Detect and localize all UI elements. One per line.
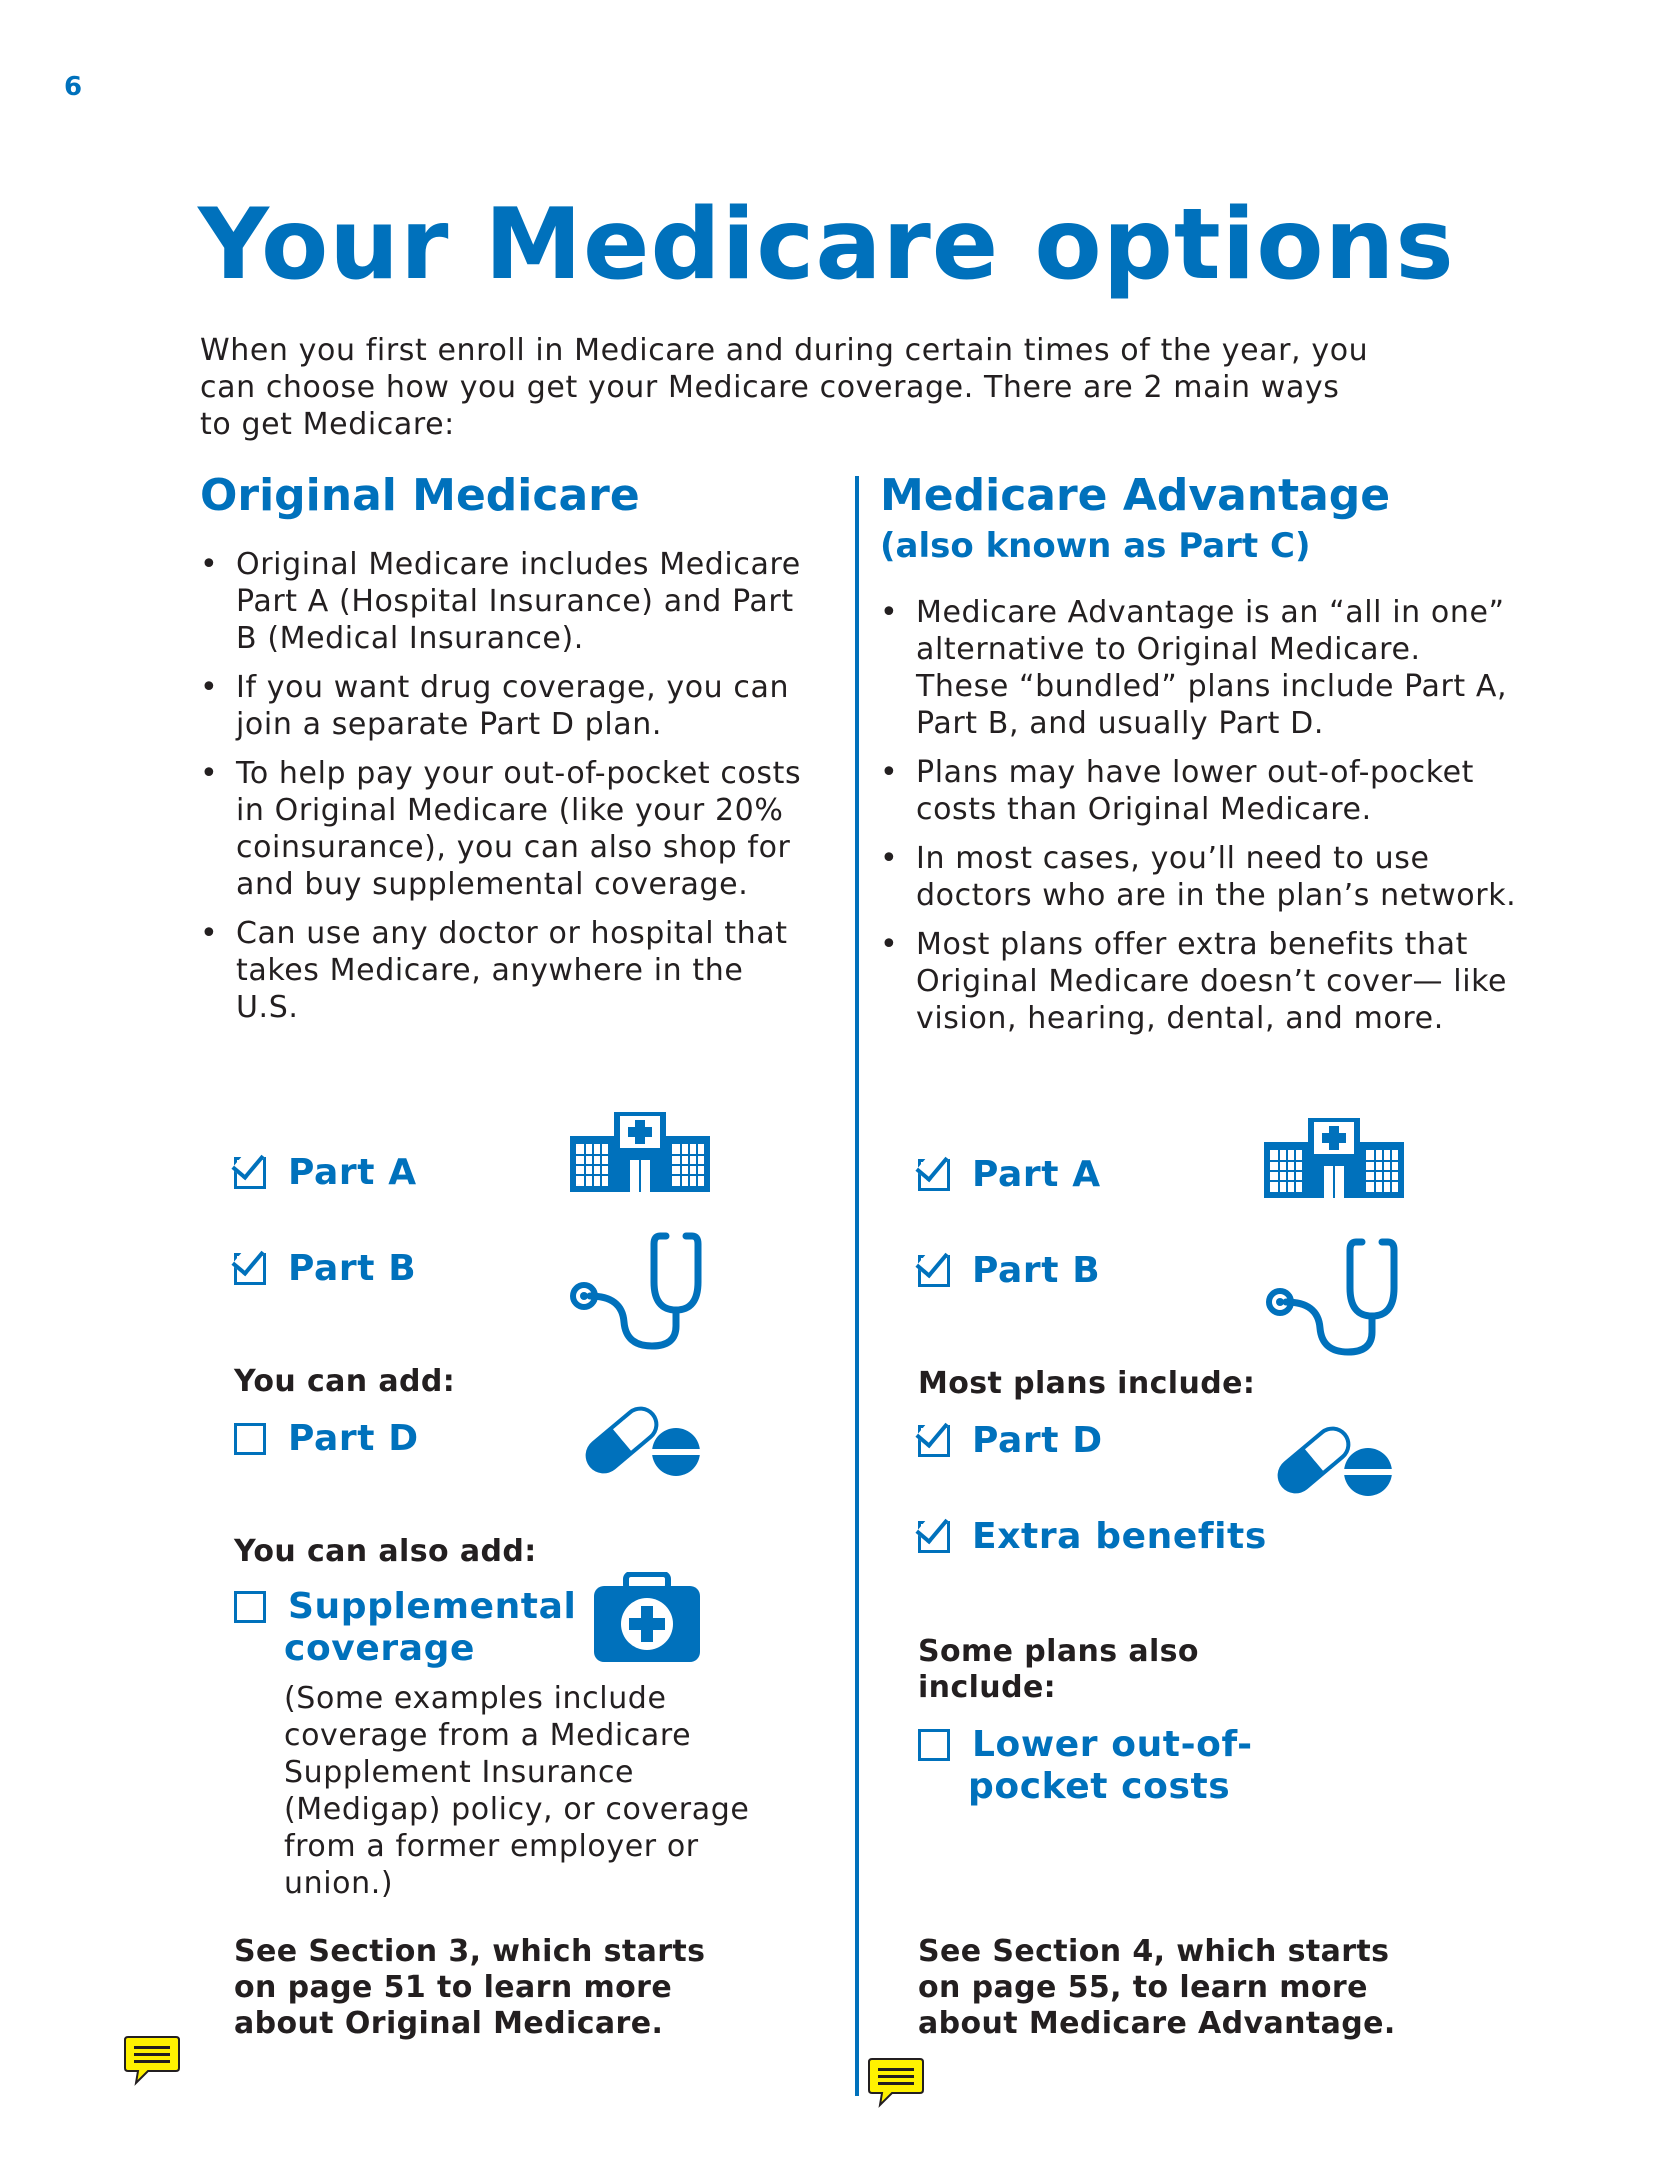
left-part-d-row — [234, 1418, 419, 1459]
checked-checkbox[interactable] — [234, 1157, 266, 1189]
stethoscope-icon — [1262, 1236, 1402, 1356]
part-a-label: Part A — [972, 1154, 1101, 1195]
checked-checkbox[interactable] — [918, 1255, 950, 1287]
medicare-advantage-heading: Medicare Advantage — [880, 470, 1391, 521]
left-supplemental-row — [234, 1586, 576, 1627]
some-plans-include-label: Some plans also include: — [918, 1634, 1199, 1705]
list-item: • Most plans offer extra benefits that Original Medicare doesn’t cover— like vision, hearing, dental, and more. — [880, 927, 1508, 1036]
list-item: • Plans may have lower out-of-pocket costs than Original Medicare. — [880, 755, 1475, 827]
right-part-a-row — [918, 1154, 1101, 1195]
list-item: • Original Medicare includes Medicare Part A (Hospital Insurance) and Part B (Medical Insurance). — [200, 547, 801, 656]
list-item: • Medicare Advantage is an “all in one” alternative to Original Medicare. These “bundled” plans include Part A, Part B, and usually Part D. — [880, 595, 1508, 741]
list-item: • In most cases, you’ll need to use doctors who are in the plan’s network. — [880, 841, 1517, 913]
comment-icon[interactable] — [122, 2034, 182, 2086]
supplemental-label-line1: Supplemental — [288, 1586, 577, 1627]
checked-checkbox[interactable] — [918, 1425, 950, 1457]
part-a-label: Part A — [288, 1152, 417, 1193]
lower-costs-label-line2: pocket costs — [968, 1766, 1231, 1807]
right-part-d-row — [918, 1420, 1103, 1461]
left-part-b-row — [234, 1248, 416, 1289]
original-medicare-heading: Original Medicare — [200, 470, 640, 521]
checked-checkbox[interactable] — [234, 1253, 266, 1285]
pills-icon — [1276, 1414, 1396, 1504]
unchecked-checkbox[interactable] — [234, 1591, 266, 1623]
list-item: • Can use any doctor or hospital that takes Medicare, anywhere in the U.S. — [200, 916, 788, 1025]
you-can-also-add-label: You can also add: — [234, 1534, 537, 1569]
pills-icon — [584, 1394, 704, 1484]
comment-icon[interactable] — [866, 2056, 926, 2108]
see-section-3: See Section 3, which starts on page 51 to learn more about Original Medicare. — [234, 1934, 706, 2041]
part-b-label: Part B — [288, 1248, 417, 1289]
lower-costs-label-line1: Lower out-of- — [972, 1724, 1253, 1765]
unchecked-checkbox[interactable] — [234, 1423, 266, 1455]
original-medicare-bullets — [200, 546, 810, 1038]
part-d-label: Part D — [288, 1418, 419, 1459]
part-b-label: Part B — [972, 1250, 1101, 1291]
checked-checkbox[interactable] — [918, 1159, 950, 1191]
see-section-4: See Section 4, which starts on page 55, to learn more about Medicare Advantage. — [918, 1934, 1396, 2041]
intro-paragraph: When you first enroll in Medicare and during certain times of the year, you can choose how you get your Medicare coverage. There are 2 main ways to get Medicare: — [200, 333, 1369, 442]
page-title: Your Medicare options — [198, 188, 1455, 302]
part-d-label: Part D — [972, 1420, 1103, 1461]
supplemental-note: (Some examples include coverage from a Medicare Supplement Insurance (Medigap) policy, or coverage from a former employer or union.) — [284, 1681, 750, 1901]
hospital-icon — [570, 1112, 710, 1192]
right-lower-costs-row — [918, 1724, 1253, 1765]
you-can-add-label: You can add: — [234, 1364, 456, 1399]
medicare-advantage-subheading: (also known as Part C) — [880, 526, 1311, 566]
medicare-advantage-bullets — [880, 594, 1520, 1049]
hospital-icon — [1264, 1118, 1404, 1198]
unchecked-checkbox[interactable] — [918, 1729, 950, 1761]
right-extra-benefits-row — [918, 1516, 1267, 1557]
stethoscope-icon — [566, 1230, 706, 1350]
column-divider — [855, 476, 859, 2096]
extra-benefits-label: Extra benefits — [972, 1516, 1267, 1557]
first-aid-kit-icon — [592, 1572, 702, 1664]
page-number: 6 — [64, 72, 83, 102]
list-item: • If you want drug coverage, you can join a separate Part D plan. — [200, 670, 790, 742]
right-part-b-row — [918, 1250, 1100, 1291]
supplemental-label-line2: coverage — [284, 1628, 475, 1669]
list-item: • To help pay your out-of-pocket costs in Original Medicare (like your 20% coinsurance), you can also shop for and buy supplemental coverage. — [200, 756, 802, 902]
checked-checkbox[interactable] — [918, 1521, 950, 1553]
most-plans-include-label: Most plans include: — [918, 1366, 1256, 1401]
left-part-a-row — [234, 1152, 417, 1193]
